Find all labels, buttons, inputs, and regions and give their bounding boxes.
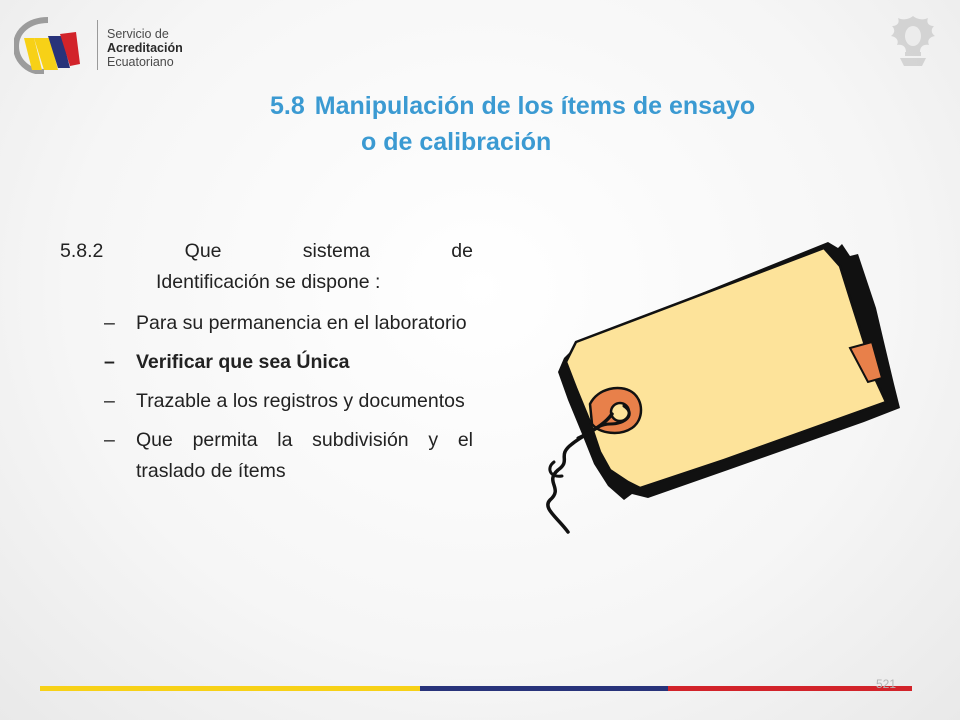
dash-bullet: – <box>104 390 115 412</box>
logo-line-1: Servicio de <box>107 27 169 41</box>
dash-bullet: – <box>104 312 115 334</box>
bullet-text: Que permita la subdivisión y el traslado de ítems <box>136 429 473 482</box>
section-continuation: Identificación se dispone : <box>156 271 381 293</box>
section-number: 5.8.2 <box>60 240 104 262</box>
logo-divider <box>97 20 98 70</box>
section-word-1: Que <box>184 240 222 262</box>
title-line-1 <box>270 88 870 124</box>
bullet-text: Para su permanencia en el laboratorio <box>136 312 467 334</box>
logo-line-2: Acreditación <box>107 41 183 55</box>
footer-bar-yellow <box>40 686 420 691</box>
content-body <box>60 236 473 495</box>
dash-bullet: – <box>104 429 115 451</box>
title-text-1: Manipulación de los ítems de ensayo <box>314 92 756 120</box>
list-item <box>60 308 473 339</box>
bullet-text: Verificar que sea Única <box>136 351 350 373</box>
sae-logo <box>14 14 214 76</box>
bullet-list <box>60 308 473 487</box>
page-number: 521 <box>876 677 897 691</box>
list-item <box>60 386 473 417</box>
dash-bullet: – <box>104 351 115 373</box>
list-item <box>60 425 473 487</box>
footer-bar-blue <box>420 686 668 691</box>
coat-of-arms-icon <box>888 14 938 68</box>
section-heading <box>60 236 473 267</box>
logo-line-3: Ecuatoriano <box>107 55 174 69</box>
section-word-2: sistema <box>302 240 370 262</box>
logo-text <box>107 27 183 69</box>
bullet-text: Trazable a los registros y documentos <box>136 390 465 412</box>
section-word-3: de <box>451 240 473 262</box>
ecuador-flag-logo-icon <box>14 16 82 74</box>
title-number: 5.8 <box>270 92 305 120</box>
luggage-tag-icon <box>528 238 928 538</box>
page-title <box>270 88 870 160</box>
list-item <box>60 347 473 378</box>
footer-color-bar <box>40 686 912 691</box>
title-line-2: o de calibración <box>361 128 552 156</box>
